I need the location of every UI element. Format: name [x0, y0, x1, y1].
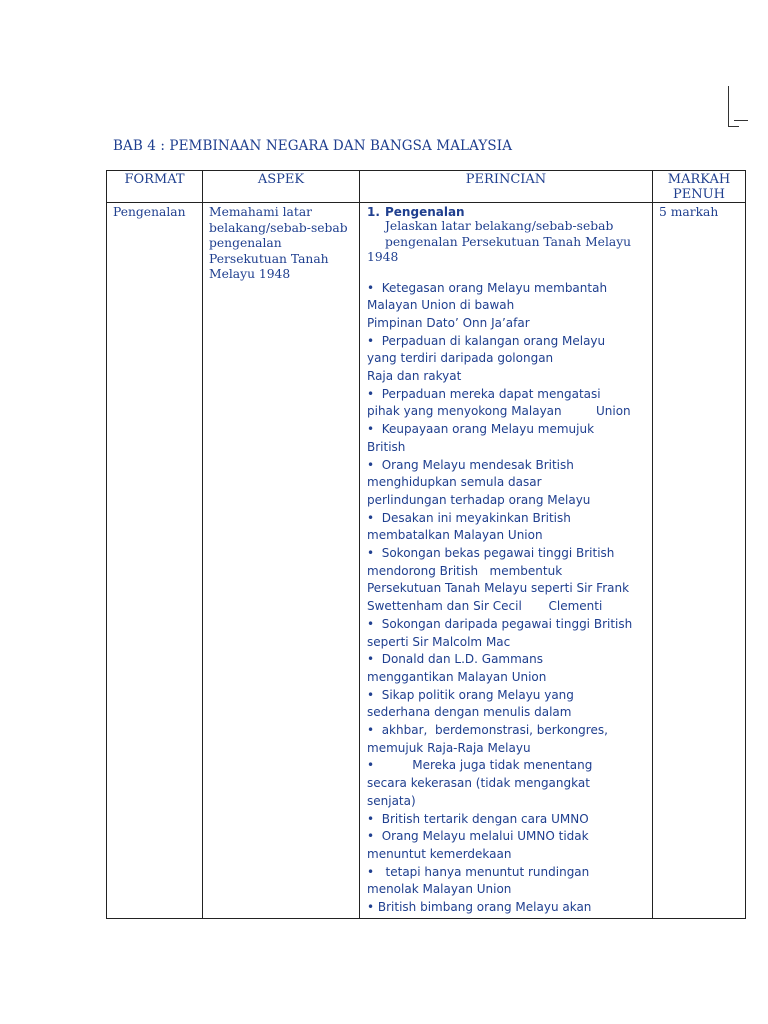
cell-format: Pengenalan — [107, 203, 203, 919]
header-perincian: PERINCIAN — [360, 171, 653, 203]
list-item: • Desakan ini meyakinkan British — [367, 510, 571, 525]
list-item: menggantikan Malayan Union — [367, 669, 547, 684]
section-number: 1. — [367, 205, 380, 219]
list-item: • Orang Melayu melalui UMNO tidak — [367, 829, 589, 844]
list-item: memujuk Raja-Raja Melayu — [367, 740, 531, 755]
list-item: yang terdiri daripada golongan — [367, 351, 554, 366]
list-item: mendorong British membentuk — [367, 563, 563, 578]
section-desc-line: 1948 — [367, 250, 399, 264]
table-row — [107, 203, 746, 919]
list-item: • Orang Melayu mendesak British — [367, 457, 574, 472]
cell-perincian — [360, 203, 653, 919]
list-item: Persekutuan Tanah Melayu seperti Sir Frank — [367, 581, 630, 596]
list-item: Malayan Union di bawah — [367, 298, 515, 313]
marking-scheme-table — [106, 170, 746, 919]
list-item: British — [367, 439, 406, 454]
cell-markah: 5 markah — [653, 203, 746, 919]
list-item: menolak Malayan Union — [367, 882, 512, 897]
list-item: secara kekerasan (tidak mengangkat — [367, 776, 590, 791]
header-format: FORMAT — [107, 171, 203, 203]
list-item: • Sikap politik orang Melayu yang — [367, 687, 574, 702]
list-item: Raja dan rakyat — [367, 369, 462, 384]
section-title: Pengenalan — [385, 205, 465, 219]
list-item: • Perpaduan di kalangan orang Melayu — [367, 333, 606, 348]
section-heading — [367, 205, 646, 219]
crop-mark-tick — [734, 120, 748, 121]
list-item: • British tertarik dengan cara UMNO — [367, 811, 589, 826]
section-description — [367, 219, 646, 250]
list-item: • Perpaduan mereka dapat mengatasi — [367, 386, 601, 401]
chapter-title: BAB 4 : PEMBINAAN NEGARA DAN BANGSA MALAYSIA — [113, 138, 513, 154]
header-aspek: ASPEK — [203, 171, 360, 203]
list-item: menuntut kemerdekaan — [367, 847, 512, 861]
list-item: • tetapi hanya menuntut rundingan — [367, 864, 590, 879]
list-item: • Sokongan bekas pegawai tinggi British — [367, 546, 615, 561]
list-item: • Ketegasan orang Melayu membantah — [367, 280, 608, 295]
cell-aspek: Memahami latar belakang/sebab-sebab pengenalan Persekutuan Tanah Melayu 1948 — [203, 203, 360, 919]
list-item: • British bimbang orang Melayu akan — [367, 900, 592, 915]
list-item: senjata) — [367, 793, 416, 808]
list-item: • akhbar, berdemonstrasi, berkongres, — [367, 723, 608, 738]
list-item: • Donald dan L.D. Gammans — [367, 652, 544, 667]
table-header-row — [107, 171, 746, 203]
list-item: Swettenham dan Sir Cecil Clementi — [367, 599, 603, 614]
list-item: perlindungan terhadap orang Melayu — [367, 492, 591, 507]
list-item: • Keupayaan orang Melayu memujuk — [367, 422, 595, 437]
list-item: seperti Sir Malcolm Mac — [367, 634, 511, 649]
list-item: membatalkan Malayan Union — [367, 528, 543, 543]
header-markah-penuh — [653, 171, 746, 203]
section-desc-line: pengenalan Persekutuan Tanah Melayu — [385, 234, 632, 249]
section-desc-line: Jelaskan latar belakang/sebab-sebab — [385, 219, 614, 233]
header-markah: MARKAH — [667, 172, 731, 187]
list-item: • Sokongan daripada pegawai tinggi British — [367, 616, 633, 631]
points-list — [367, 280, 646, 917]
list-item: menghidupkan semula dasar — [367, 475, 542, 490]
list-item: sederhana dengan menulis dalam — [367, 705, 572, 720]
list-item: pihak yang menyokong Malayan Union — [367, 404, 631, 419]
list-item: Pimpinan Dato’ Onn Ja’afar — [367, 315, 530, 330]
header-penuh: PENUH — [673, 187, 725, 202]
list-item: • Mereka juga tidak menentang — [367, 758, 593, 773]
